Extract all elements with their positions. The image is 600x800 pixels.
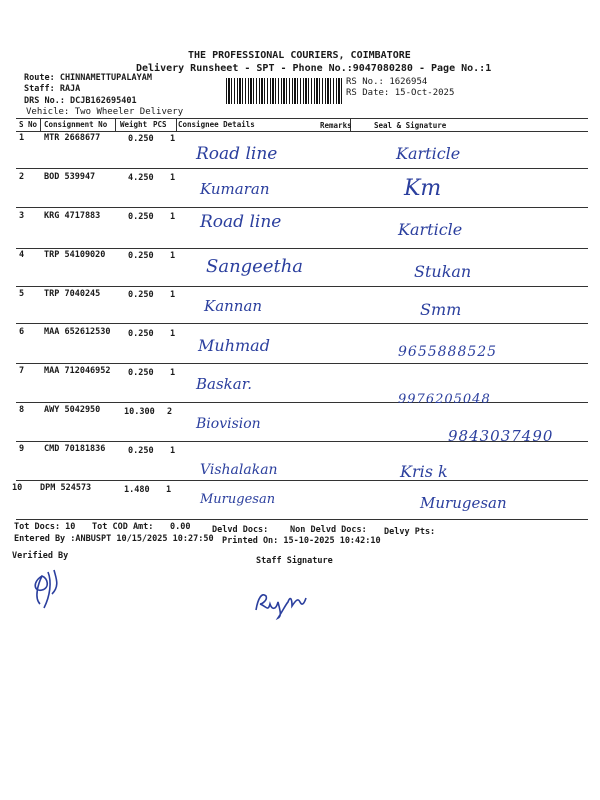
row-9-pcs: 1 [170,446,176,456]
row-7-weight: 0.250 [128,368,154,378]
header-pcs: PCS [153,120,167,129]
row-4-weight: 0.250 [128,251,154,261]
vehicle-label: Vehicle: Two Wheeler Delivery [26,107,184,117]
row-6-consignment: MAA 652612530 [44,327,111,337]
row-2-signature: Km [404,176,442,201]
column-divider [40,118,41,131]
header-seal: Seal & Signature [374,121,447,130]
row-6-weight: 0.250 [128,329,154,339]
row-divider [16,168,588,169]
row-10-consignee-handwriting: Murugesan [200,492,276,507]
row-3-pcs: 1 [170,212,176,222]
printed-on: Printed On: 15-10-2025 10:42:10 [222,536,381,546]
row-5-weight: 0.250 [128,290,154,300]
row-10-pcs: 1 [166,485,172,495]
row-9-weight: 0.250 [128,446,154,456]
table-header-border [16,131,588,132]
row-3-consignment: KRG 4717883 [44,211,101,221]
table-top-border [16,118,588,119]
row-divider [16,248,588,249]
row-1-weight: 0.250 [128,134,154,144]
total-cod-label: Tot COD Amt: [92,522,154,532]
row-5-consignee-handwriting: Kannan [204,297,263,315]
column-divider [115,118,116,131]
row-8-pcs: 2 [167,407,173,417]
verified-by-signature [30,568,70,610]
delivery-points-label: Delvy Pts: [384,527,436,537]
row-9-consignee-handwriting: Vishalakan [200,462,278,478]
row-6-pcs: 1 [170,329,176,339]
row-7-sno: 7 [19,366,25,376]
row-8-consignee-handwriting: Biovision [196,416,261,432]
row-9-signature: Kris k [400,462,448,481]
row-8-signature: 9843037490 [448,427,554,445]
delivered-docs-label: Delvd Docs: [212,525,269,535]
row-divider [16,402,588,403]
runsheet-subtitle: Delivery Runsheet - SPT - Phone No.:9047080280 - Page No.:1 [136,63,492,74]
row-divider [16,363,588,364]
header-weight: Weight [120,120,148,129]
row-2-consignee-handwriting: Kumaran [200,180,270,198]
row-9-sno: 9 [19,444,25,454]
row-4-signature: Stukan [414,262,472,281]
row-7-consignment: MAA 712046952 [44,366,111,376]
row-6-sno: 6 [19,327,25,337]
total-cod-value: 0.00 [170,522,191,532]
row-3-weight: 0.250 [128,212,154,222]
row-3-consignee-handwriting: Road line [200,212,282,232]
total-docs: Tot Docs: 10 [14,522,76,532]
row-5-pcs: 1 [170,290,176,300]
staff-signature-label: Staff Signature [256,556,333,566]
staff-signature-mark [252,586,322,620]
row-10-sno: 10 [12,483,23,493]
row-1-pcs: 1 [170,134,176,144]
row-4-sno: 4 [19,250,25,260]
entered-by: Entered By :ANBUSPT 10/15/2025 10:27:50 [14,534,214,544]
row-10-signature: Murugesan [420,494,507,512]
row-2-pcs: 1 [170,173,176,183]
row-9-consignment: CMD 70181836 [44,444,106,454]
route-label: Route: CHINNAMETTUPALAYAM [24,73,152,83]
drs-number: DRS No.: DCJB162695401 [24,96,137,106]
barcode-image [226,78,342,104]
row-divider [16,323,588,324]
row-4-pcs: 1 [170,251,176,261]
row-2-weight: 4.250 [128,173,154,183]
row-7-consignee-handwriting: Baskar. [196,375,252,393]
row-3-sno: 3 [19,211,25,221]
verified-by-label: Verified By [12,551,69,561]
row-5-signature: Smm [420,300,462,319]
row-divider [16,480,588,481]
company-title: THE PROFESSIONAL COURIERS, COIMBATORE [188,50,411,61]
row-divider [16,286,588,287]
row-divider [16,207,588,208]
column-divider [176,118,177,131]
row-10-weight: 1.480 [124,485,150,495]
row-4-consignment: TRP 54109020 [44,250,106,260]
row-5-sno: 5 [19,289,25,299]
row-10-consignment: DPM 524573 [40,483,92,493]
header-consignment: Consignment No [44,120,108,129]
staff-label: Staff: RAJA [24,84,81,94]
row-4-consignee-handwriting: Sangeetha [206,256,304,277]
row-6-signature: 9655888525 [398,344,498,360]
row-8-sno: 8 [19,405,25,415]
row-8-weight: 10.300 [124,407,155,417]
row-7-signature: 9976205048 [398,392,491,407]
row-8-consignment: AWY 5042950 [44,405,101,415]
table-bottom-border [16,519,588,520]
row-6-consignee-handwriting: Muhmad [198,336,270,355]
row-1-signature: Karticle [396,144,461,163]
row-2-sno: 2 [19,172,25,182]
header-sno: S No [19,120,38,129]
non-delivered-docs-label: Non Delvd Docs: [290,525,367,535]
row-3-signature: Karticle [398,220,463,239]
row-5-consignment: TRP 7040245 [44,289,101,299]
rs-date: RS Date: 15-Oct-2025 [346,88,455,98]
row-2-consignment: BOD 539947 [44,172,96,182]
row-1-consignment: MTR 2668677 [44,133,101,143]
rs-number: RS No.: 1626954 [346,77,428,87]
header-remarks: Remarks [320,121,352,130]
row-1-sno: 1 [19,133,25,143]
header-consignee: Consignee Details [178,120,255,129]
row-7-pcs: 1 [170,368,176,378]
row-1-consignee-handwriting: Road line [196,144,278,164]
